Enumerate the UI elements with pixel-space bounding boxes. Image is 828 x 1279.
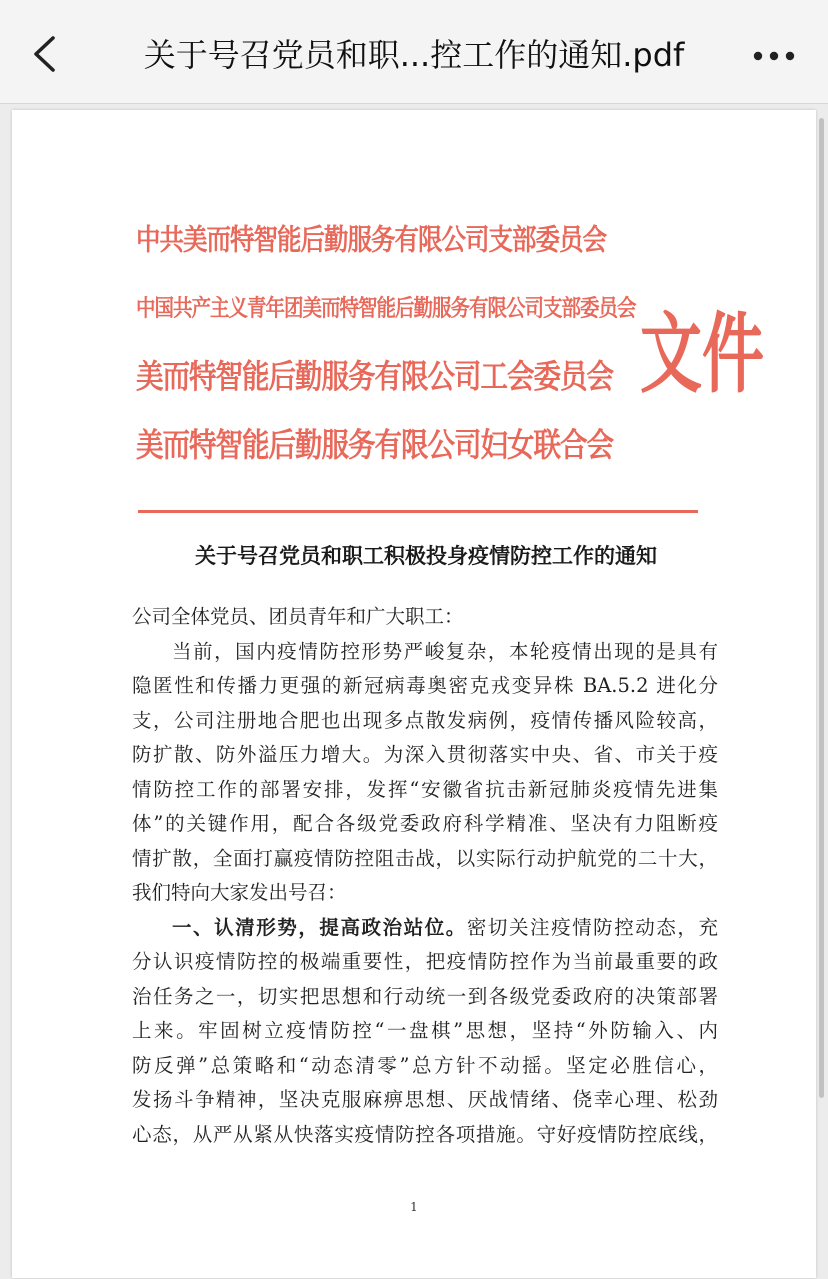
paragraph-line: 支，公司注册地合肥也出现多点散发病例，疫情传播风险较高， — [132, 708, 718, 732]
paragraph-line: 体”的关键作用，配合各级党委政府科学精准、坚决有力阻断疫 — [132, 812, 718, 835]
document-title: 关于号召党员和职...控工作的通知.pdf — [143, 36, 685, 74]
org-line-youth-league: 中国共产主义青年团美而特智能后勤服务有限公司支部委员会 — [136, 294, 636, 322]
chevron-left-icon — [31, 34, 57, 74]
paragraph-line: 隐匿性和传播力更强的新冠病毒奥密克戎变异株 BA.5.2 进化分 — [132, 674, 718, 697]
file-label: 文件 — [640, 302, 765, 405]
paragraph-line: 当前，国内疫情防控形势严峻复杂，本轮疫情出现的是具有 — [172, 639, 718, 663]
section-1-first-line — [132, 911, 718, 946]
issuing-organizations — [136, 206, 636, 480]
notice-title: 关于号召党员和职工积极投身疫情防控工作的通知 — [195, 543, 657, 568]
section-1-heading: 一、认清形势，提高政治站位。 — [172, 915, 467, 939]
section-1-first-text: 密切关注疫情防控动态，充 — [466, 915, 718, 939]
paragraph-line: 情扩散，全面打赢疫情防控阻击战，以实际行动护航党的二十大， — [132, 846, 718, 870]
back-button[interactable] — [22, 28, 66, 80]
paragraph-line: 分认识疫情防控的极端重要性，把疫情防控作为当前最重要的政 — [132, 950, 718, 973]
document-body — [132, 600, 718, 1152]
more-options-button[interactable] — [742, 34, 806, 78]
paragraph-line: 治任务之一，切实把思想和行动统一到各级党委政府的决策部署 — [132, 984, 718, 1008]
paragraph-line: 心态，从严从紧从快落实疫情防控各项措施。守好疫情防控底线， — [132, 1122, 718, 1146]
org-line-labor-union: 美而特智能后勤服务有限公司工会委员会 — [136, 358, 613, 396]
paragraph-line: 上来。牢固树立疫情防控“一盘棋”思想，坚持“外防输入、内 — [132, 1019, 718, 1042]
paragraph-line: 发扬斗争精神，坚决克服麻痹思想、厌战情绪、侥幸心理、松劲 — [132, 1088, 718, 1111]
paragraph-line: 我们特向大家发出号召： — [132, 881, 347, 904]
red-divider-line — [138, 510, 698, 513]
pdf-page — [12, 110, 816, 1278]
pdf-viewer[interactable] — [0, 104, 828, 1279]
paragraph-line: 情防控工作的部署安排，发挥“安徽省抗击新冠肺炎疫情先进集 — [132, 777, 718, 801]
org-line-womens-federation: 美而特智能后勤服务有限公司妇女联合会 — [136, 426, 613, 465]
page-number: 1 — [410, 1200, 418, 1214]
org-line-party-branch: 中共美而特智能后勤服务有限公司支部委员会 — [136, 222, 606, 257]
paragraph-line: 防扩散、防外溢压力增大。为深入贯彻落实中央、省、市关于疫 — [132, 743, 718, 766]
paragraph-line: 防反弹”总策略和“动态清零”总方针不动摇。坚定必胜信心， — [132, 1053, 718, 1077]
vertical-scrollbar[interactable] — [819, 118, 824, 1098]
salutation: 公司全体党员、团员青年和广大职工： — [132, 605, 464, 628]
top-navigation-bar — [0, 0, 828, 104]
more-horizontal-icon — [752, 50, 796, 62]
